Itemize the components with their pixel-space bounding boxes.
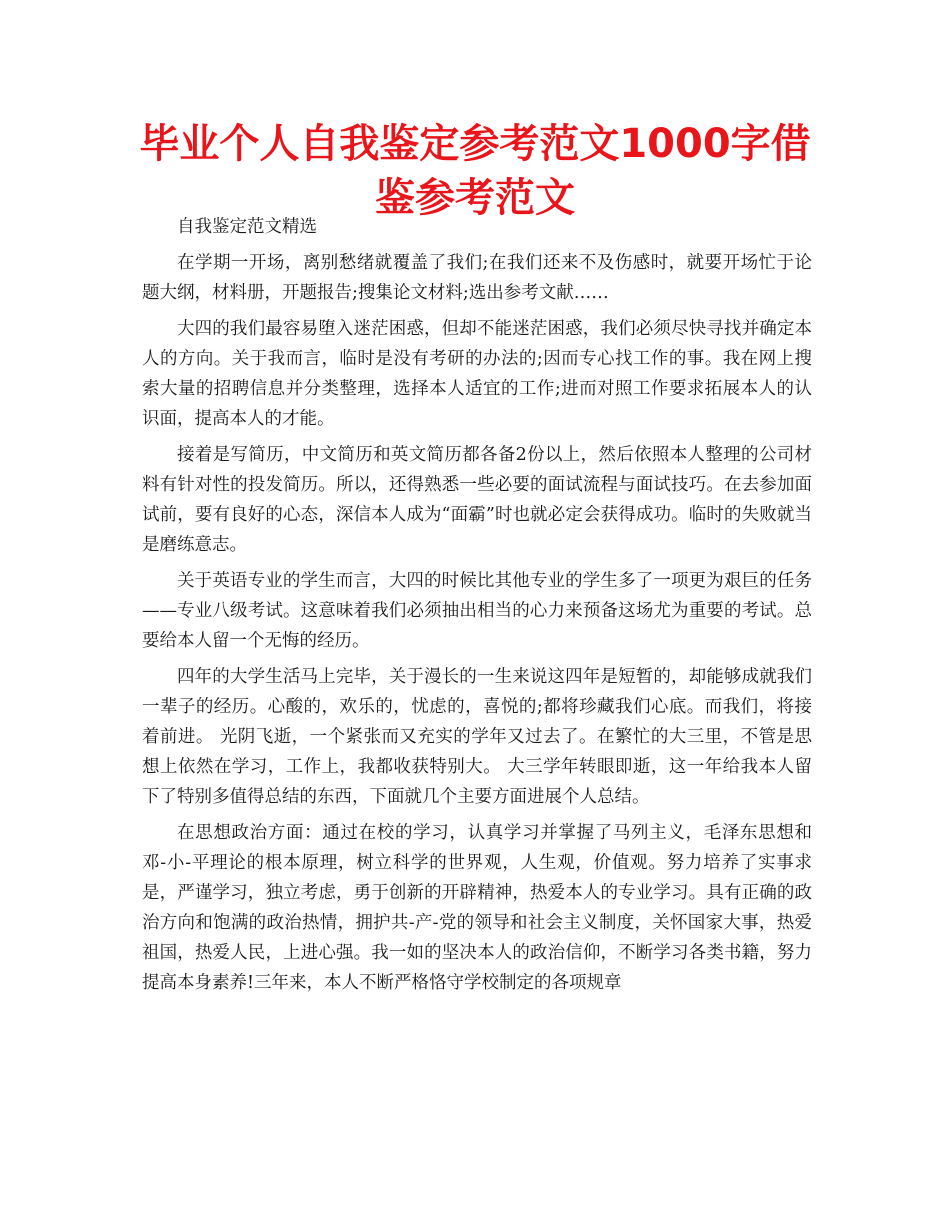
paragraph: 四年的大学生活马上完毕，关于漫长的一生来说这四年是短暂的，却能够成就我们一辈子的经历。心酸的，欢乐的，忧虑的，喜悦的;都将珍藏我们心底。而我们，将接着前进。 光阴飞逝，一个紧张而又充实的学年又过去了。在繁忙的大三里，不管是思想上依然在学习，工作上，我都收获特别大。 大三学年转眼即逝，这一年给我本人留下了特别多值得总结的东西，下面就几个主要方面进展个人总结。	[142, 667, 812, 807]
paragraph: 接着是写简历，中文简历和英文简历都各备2份以上，然后依照本人整理的公司材料有针对性的投发简历。所以，还得熟悉一些必要的面试流程与面试技巧。在去参加面试前，要有良好的心态，深信本人成为“面霸”时也就必定会获得成功。临时的失败就当是磨练意志。	[142, 445, 812, 555]
paragraph: 在学期一开场，离别愁绪就覆盖了我们;在我们还来不及伤感时，就要开场忙于论题大纲，材料册，开题报告;搜集论文材料;选出参考文献……	[142, 253, 812, 303]
document-title: 毕业个人自我鉴定参考范文1000字借鉴参考范文	[139, 121, 811, 221]
subtitle-paragraph: 自我鉴定范文精选	[177, 217, 317, 237]
document-body	[142, 212, 812, 998]
paragraph: 大四的我们最容易堕入迷茫困惑，但却不能迷茫困惑，我们必须尽快寻找并确定本人的方向。关于我而言，临时是没有考研的办法的;因而专心找工作的事。我在网上搜索大量的招聘信息并分类整理，选择本人适宜的工作;进而对照工作要求拓展本人的认识面，提高本人的才能。	[142, 319, 812, 429]
paragraph: 在思想政治方面：通过在校的学习，认真学习并掌握了马列主义，毛泽东思想和邓-小-平理论的根本原理，树立科学的世界观，人生观，价值观。努力培养了实事求是，严谨学习，独立考虑，勇于创新的开辟精神，热爱本人的专业学习。具有正确的政治方向和饱满的政治热情，拥护共-产-党的领导和社会主义制度，关怀国家大事，热爱祖国，热爱人民，上进心强。我一如的坚决本人的政治信仰，不断学习各类书籍，努力提高本身素养!三年来，本人不断严格恪守学校制定的各项规章	[142, 823, 812, 993]
paragraph: 关于英语专业的学生而言，大四的时候比其他专业的学生多了一项更为艰巨的任务——专业八级考试。这意味着我们必须抽出相当的心力来预备这场尤为重要的考试。总要给本人留一个无悔的经历。	[142, 571, 812, 651]
